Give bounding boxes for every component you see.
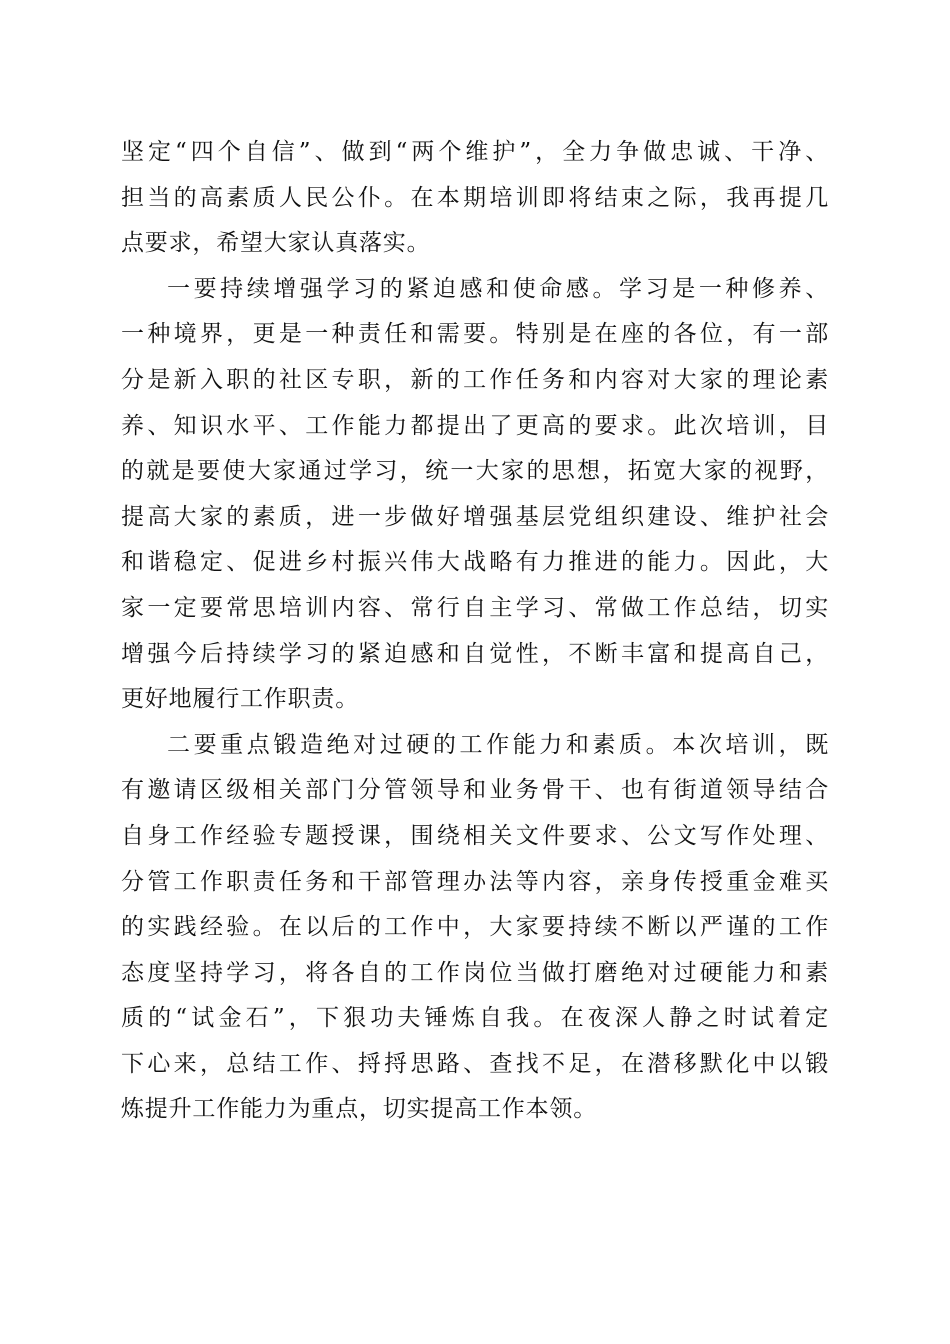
text-line: 一种境界，更是一种责任和需要。特别是在座的各位，有一部 (121, 321, 829, 348)
text-line: 坚定“四个自信”、做到“两个维护”，全力争做忠诚、干净、 (121, 139, 829, 165)
paragraph-intro (121, 130, 829, 267)
text-line: 担当的高素质人民公仆。在本期培训即将结束之际，我再提几 (121, 184, 829, 211)
text-line: 家一定要常思培训内容、常行自主学习、常做工作总结，切实 (121, 594, 829, 621)
text-line: 下心来，总结工作、捋捋思路、查找不足，在潜移默化中以锻 (121, 1050, 829, 1077)
text-line: 和谐稳定、促进乡村振兴伟大战略有力推进的能力。因此，大 (121, 549, 829, 576)
text-line: 炼提升工作能力为重点，切实提高工作本领。 (121, 1096, 597, 1123)
text-line: 分管工作职责任务和干部管理办法等内容，亲身传授重金难买 (121, 868, 829, 895)
text-line: 更好地履行工作职责。 (121, 686, 359, 713)
text-line: 增强今后持续学习的紧迫感和自觉性，不断丰富和提高自己， (121, 640, 829, 667)
text-line: 养、知识水平、工作能力都提出了更高的要求。此次培训，目 (121, 412, 829, 439)
text-line: 一要持续增强学习的紧迫感和使命感。学习是一种修养、 (167, 275, 829, 302)
text-line: 二要重点锻造绝对过硬的工作能力和素质。本次培训，既 (167, 731, 829, 758)
text-line: 点要求，希望大家认真落实。 (121, 230, 431, 257)
paragraph-point-two (121, 723, 829, 1133)
text-line: 有邀请区级相关部门分管领导和业务骨干、也有街道领导结合 (121, 777, 829, 804)
text-line: 质的“试金石”，下狠功夫锤炼自我。在夜深人静之时试着定 (121, 1005, 829, 1032)
text-line: 自身工作经验专题授课，围绕相关文件要求、公文写作处理、 (121, 822, 829, 849)
text-line: 提高大家的素质，进一步做好增强基层党组织建设、维护社会 (121, 503, 829, 530)
text-line: 分是新入职的社区专职，新的工作任务和内容对大家的理论素 (121, 366, 829, 393)
paragraph-point-one (121, 267, 829, 723)
text-line: 态度坚持学习，将各自的工作岗位当做打磨绝对过硬能力和素 (121, 959, 829, 986)
text-line: 的就是要使大家通过学习，统一大家的思想，拓宽大家的视野， (121, 458, 829, 485)
text-line: 的实践经验。在以后的工作中，大家要持续不断以严谨的工作 (121, 914, 829, 941)
document-body (121, 130, 829, 1133)
